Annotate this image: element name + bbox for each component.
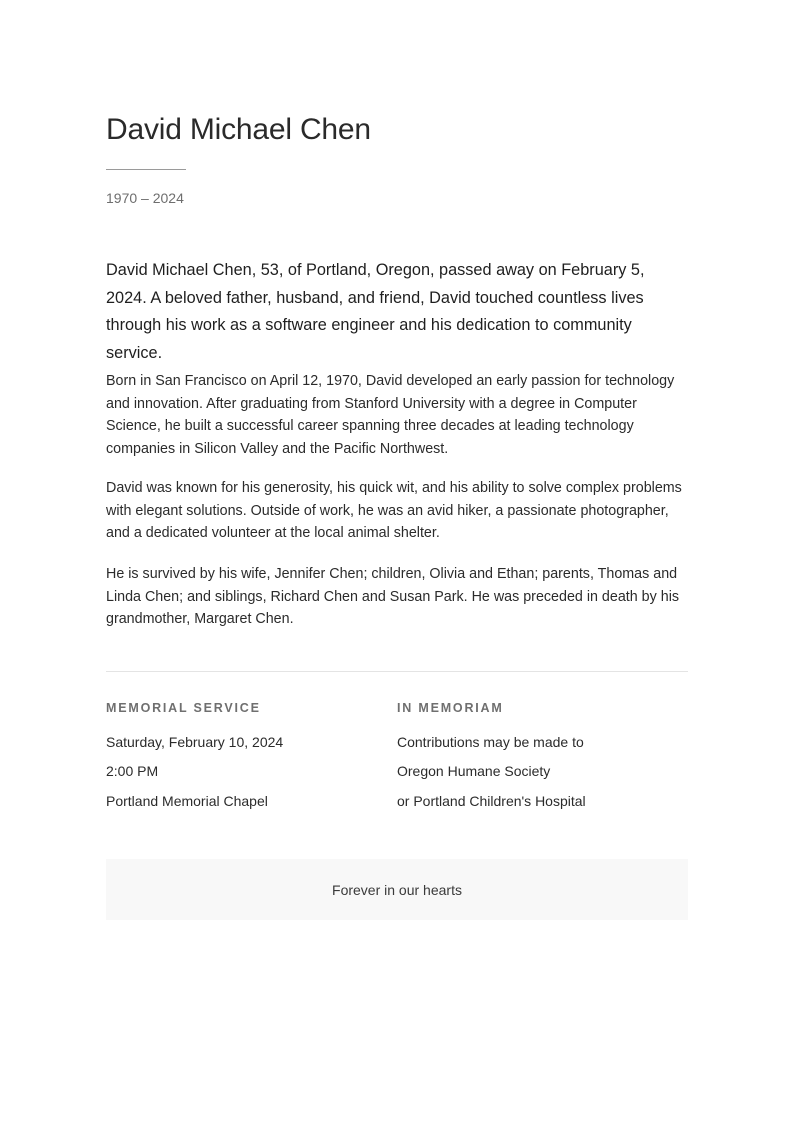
in-memoriam-section	[397, 700, 657, 809]
service-date: Saturday, February 10, 2024	[106, 734, 284, 750]
memoriam-line: Oregon Humane Society	[397, 763, 551, 779]
body-paragraph-early-life: Born in San Francisco on April 12, 1970, David developed an early passion for technology and innovation. After graduating from Stanford University with a degree in Computer Science, he built a successful career spanning three decades at leading technology companies in Silicon Valley and the Pacific Northwest.	[106, 373, 675, 457]
body-paragraph-character: David was known for his generosity, his quick wit, and his ability to solve complex problems with elegant solutions. Outside of work, he was an avid hiker, a passionate photographer, and a dedicated volunteer at the local animal shelter.	[106, 480, 682, 541]
memoriam-line: Contributions may be made to	[397, 734, 584, 750]
service-time: 2:00 PM	[106, 763, 159, 779]
memorial-service-section	[106, 700, 366, 809]
page-title: David Michael Chen	[106, 113, 371, 146]
footer-text: Forever in our hearts	[332, 881, 462, 898]
lead-paragraph: David Michael Chen, 53, of Portland, Oregon, passed away on February 5, 2024. A beloved father, husband, and friend, David touched countless lives through his work as a software engineer and his dedication to community service.	[106, 261, 645, 362]
memoriam-line: or Portland Children's Hospital	[397, 793, 586, 809]
in-memoriam-heading: IN MEMORIAM	[397, 701, 504, 715]
body-paragraph-survivors: He is survived by his wife, Jennifer Chen; children, Olivia and Ethan; parents, Thomas and Linda Chen; and siblings, Richard Chen and Susan Park. He was preceded in death by his grandmother, Margaret Chen.	[106, 566, 680, 627]
service-location: Portland Memorial Chapel	[106, 793, 268, 809]
section-divider	[106, 671, 688, 672]
life-dates: 1970 – 2024	[106, 190, 184, 206]
memorial-service-heading: MEMORIAL SERVICE	[106, 701, 261, 715]
footer-banner	[106, 859, 688, 920]
title-divider	[106, 169, 186, 170]
